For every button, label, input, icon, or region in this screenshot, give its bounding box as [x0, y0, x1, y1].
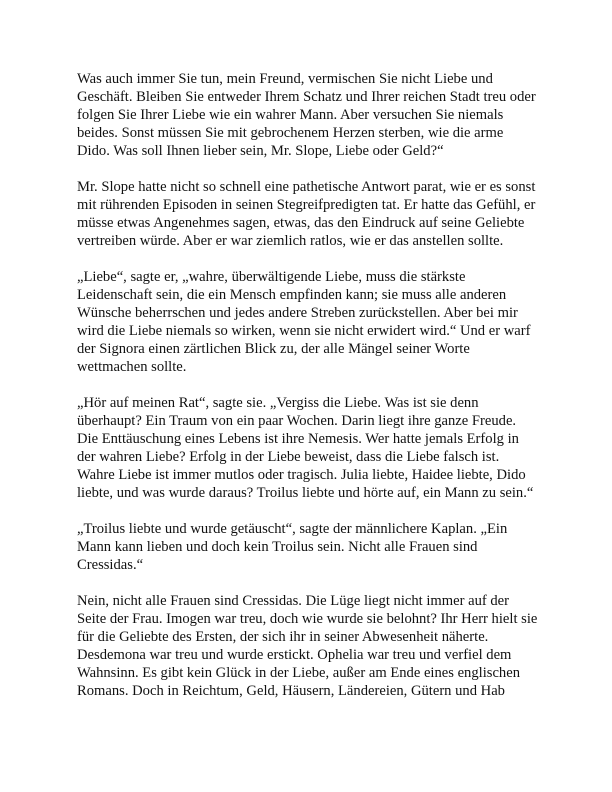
- paragraph: Nein, nicht alle Frauen sind Cressidas. Die Lüge liegt nicht immer auf der Seite der Frau. Imogen war treu, doch wie wurde sie belohnt? Ihr Herr hielt sie für die Geliebte des Ersten, der sich ihr in seiner Abwesenheit näherte. Desdemona war treu und wurde erstickt. Ophelia war treu und verfiel dem Wahnsinn. Es gibt kein Glück in der Liebe, außer am Ende eines englischen Romans. Doch in Reichtum, Geld, Häusern, Ländereien, Gütern und Hab: [77, 593, 538, 699]
- paragraph: Was auch immer Sie tun, mein Freund, vermischen Sie nicht Liebe und Geschäft. Bleiben Sie entweder Ihrem Schatz und Ihrer reichen Stadt treu oder folgen Sie Ihrer Liebe wie ein wahrer Mann. Aber versuchen Sie niemals beides. Sonst müssen Sie mit gebrochenem Herzen sterben, wie die arme Dido. Was soll Ihnen lieber sein, Mr. Slope, Liebe oder Geld?“: [77, 71, 536, 159]
- document-body: [77, 70, 539, 700]
- paragraph: „Liebe“, sagte er, „wahre, überwältigende Liebe, muss die stärkste Leidenschaft sein, die ein Mensch empfinden kann; sie muss alle anderen Wünsche beherrschen und jedes andere Streben zurückstellen. Aber bei mir wird die Liebe niemals so wirken, wenn sie nicht erwidert wird.“ Und er warf der Signora einen zärtlichen Blick zu, der alle Mängel seiner Worte wettmachen sollte.: [77, 269, 531, 375]
- paragraph: Mr. Slope hatte nicht so schnell eine pathetische Antwort parat, wie er es sonst mit rührenden Episoden in seinen Stegreifpredigten tat. Er hatte das Gefühl, er müsse etwas Angenehmes sagen, etwas, das den Eindruck auf seine Geliebte vertreiben würde. Aber er war ziemlich ratlos, wie er das anstellen sollte.: [77, 179, 536, 249]
- paragraph: „Hör auf meinen Rat“, sagte sie. „Vergiss die Liebe. Was ist sie denn überhaupt? Ein Traum von ein paar Wochen. Darin liegt ihre ganze Freude. Die Enttäuschung eines Lebens ist ihre Nemesis. Wer hatte jemals Erfolg in der wahren Liebe? Erfolg in der Liebe beweist, dass die Liebe falsch ist. Wahre Liebe ist immer mutlos oder tragisch. Julia liebte, Haidee liebte, Dido liebte, und was wurde daraus? Troilus liebte und hörte auf, ein Mann zu sein.“: [77, 395, 534, 501]
- paragraph: „Troilus liebte und wurde getäuscht“, sagte der männlichere Kaplan. „Ein Mann kann lieben und doch kein Troilus sein. Nicht alle Frauen sind Cressidas.“: [77, 521, 508, 573]
